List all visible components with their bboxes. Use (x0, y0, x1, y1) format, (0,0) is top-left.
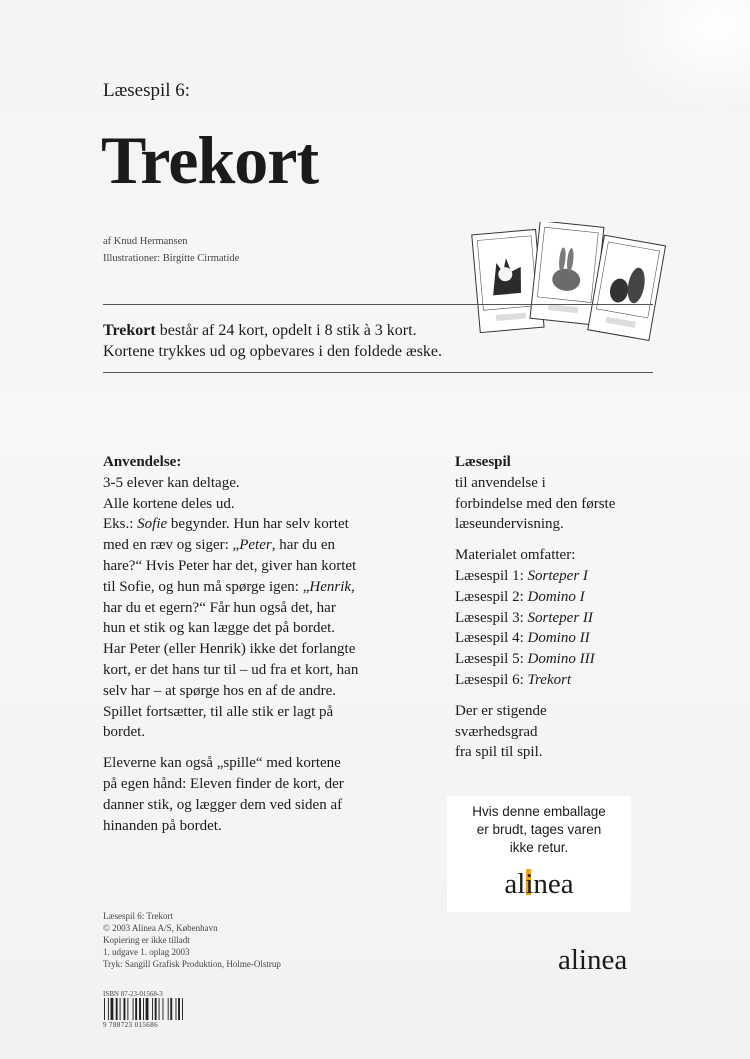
imprint-line: © 2003 Alinea A/S, København (103, 923, 218, 933)
materials-item-name: Sorteper I (527, 567, 588, 584)
usage-line: på egen hånd: Eleven finder de kort, der (103, 775, 344, 792)
barcode-bar (133, 998, 134, 1020)
illustrator-credit: Illustrationer: Birgitte Cirmatide (103, 253, 240, 264)
imprint-line: 1. udgave 1. oplag 2003 (103, 947, 190, 957)
intro-line-1-text: består af 24 kort, opdelt i 8 stik à 3 kort. (155, 322, 417, 339)
plastic-wrap-glare (610, 0, 750, 110)
barcode-bar (146, 998, 149, 1020)
imprint-line: Tryk: Sangill Grafisk Produktion, Holme-Olstrup (103, 959, 281, 969)
usage-section (103, 452, 403, 836)
barcode-bar (108, 998, 109, 1020)
materials-item (455, 608, 655, 629)
barcode-bar (127, 998, 128, 1020)
barcode (103, 998, 215, 1020)
materials-item-name: Domino I (527, 588, 585, 605)
sticker-brand-part: i (525, 868, 534, 900)
usage-line: danner stik, og lægger dem ved siden af (103, 796, 343, 813)
intro-product-name: Trekort (103, 322, 156, 339)
imprint-line: Læsespil 6: Trekort (103, 911, 174, 921)
materials-item (455, 566, 655, 587)
usage-line: kort, er det hans tur til – ud fra et kort, han (103, 661, 359, 678)
usage-line: Eleverne kan også „spille“ med kortene (103, 755, 341, 772)
usage-text: begynder. Hun har selv kortet (167, 516, 349, 533)
intro-text (103, 320, 442, 362)
barcode-bar (124, 998, 126, 1020)
usage-name-sofie: Sofie (137, 516, 168, 533)
barcode-bar (152, 998, 153, 1020)
barcode-bar (155, 998, 157, 1020)
materials-heading: Materialet omfatter: (455, 547, 576, 564)
author-credit: af Knud Hermansen (103, 236, 188, 247)
barcode-bar (170, 998, 172, 1020)
intro-line-1 (103, 320, 442, 341)
materials-item-name: Sorteper II (527, 609, 593, 626)
imprint (103, 910, 281, 970)
usage-line (103, 514, 403, 535)
return-policy-sticker (447, 796, 631, 912)
isbn-text: ISBN 87-23-01568-3 (103, 990, 163, 998)
materials-item-name: Domino III (527, 651, 595, 668)
barcode-bar (116, 998, 118, 1020)
usage-text: , har du en (271, 537, 336, 554)
usage-text: med en ræv og siger: „ (103, 537, 240, 554)
usage-line: 3-5 elever kan deltage. (103, 474, 240, 491)
sticker-brand-part: al (504, 868, 526, 900)
barcode-bar (104, 998, 105, 1020)
sticker-line: Hvis denne emballage (472, 804, 606, 819)
barcode-bar (182, 998, 183, 1020)
materials-item (455, 649, 655, 670)
barcode-bar (176, 998, 177, 1020)
usage-line: hare?“ Hvis Peter har det, giver han kortet (103, 557, 357, 574)
materials-item-label: Læsespil 2: (455, 588, 528, 605)
materials-item-label: Læsespil 1: (455, 567, 528, 584)
sticker-brand-i (525, 868, 533, 900)
barcode-bar (159, 998, 160, 1020)
sticker-line: ikke retur. (509, 840, 569, 855)
usage-name-henrik: Henrik (309, 578, 352, 595)
barcode-bar (178, 998, 180, 1020)
barcode-digits: 9 788723 015686 (103, 1021, 158, 1029)
usage-line: hinanden på bordet. (103, 817, 222, 834)
usage-line: bordet. (103, 724, 146, 741)
materials-item (455, 628, 655, 649)
publisher-logo: alinea (558, 944, 628, 976)
imprint-line: Kopiering er ikke tilladt (103, 935, 190, 945)
usage-line: Har Peter (eller Henrik) ikke det forlangte (103, 641, 356, 658)
barcode-bar (143, 998, 144, 1020)
intro-line-2: Kortene trykkes ud og opbevares i den foldede æske. (103, 343, 443, 360)
series-line: Der er stigende (455, 702, 547, 719)
usage-name-peter: Peter (239, 537, 272, 554)
barcode-bar (168, 998, 169, 1020)
barcode-bar (135, 998, 137, 1020)
materials-item-label: Læsespil 4: (455, 630, 528, 647)
usage-text: til Sofie, og hun må spørge igen: „ (103, 578, 310, 595)
materials-item-label: Læsespil 3: (455, 609, 528, 626)
usage-line: Alle kortene deles ud. (103, 495, 235, 512)
usage-line (103, 577, 403, 598)
series-line: sværhedsgrad (455, 723, 538, 740)
barcode-bar (120, 998, 121, 1020)
series-heading: Læsespil (455, 454, 511, 470)
sticker-brand-part: nea (533, 868, 574, 900)
materials-item-label: Læsespil 5: (455, 651, 528, 668)
sticker-line: er brudt, tages varen (476, 822, 602, 837)
usage-text: , (351, 578, 355, 595)
divider-top (103, 304, 653, 305)
usage-line: selv har – at spørge hos en af de andre. (103, 682, 336, 699)
card-illustration (468, 222, 668, 344)
series-section (455, 452, 655, 763)
sticker-brand-logo (447, 868, 631, 901)
materials-item (455, 587, 655, 608)
barcode-bar (111, 998, 114, 1020)
product-title: Trekort (101, 122, 319, 198)
materials-item-name: Domino II (527, 630, 590, 647)
divider-bottom (103, 372, 653, 373)
series-line: til anvendelse i (455, 474, 546, 491)
usage-line: har du et egern?“ Får hun også det, har (103, 599, 336, 616)
barcode-bar (163, 998, 164, 1020)
series-line: læseundervisning. (455, 516, 564, 533)
series-line: fra spil til spil. (455, 744, 543, 761)
materials-item-label: Læsespil 6: (455, 671, 528, 688)
materials-item-name: Trekort (527, 671, 572, 688)
barcode-bar (139, 998, 141, 1020)
usage-line: Spillet fortsætter, til alle stik er lagt på (103, 703, 334, 720)
usage-line (103, 535, 403, 556)
series-line: forbindelse med den første (455, 495, 616, 512)
usage-line: hun et stik og kan lægge det på bordet. (103, 620, 336, 637)
materials-item (455, 670, 655, 691)
series-label: Læsespil 6: (103, 80, 191, 101)
usage-heading: Anvendelse: (103, 454, 182, 470)
usage-text: Eks.: (103, 516, 138, 533)
